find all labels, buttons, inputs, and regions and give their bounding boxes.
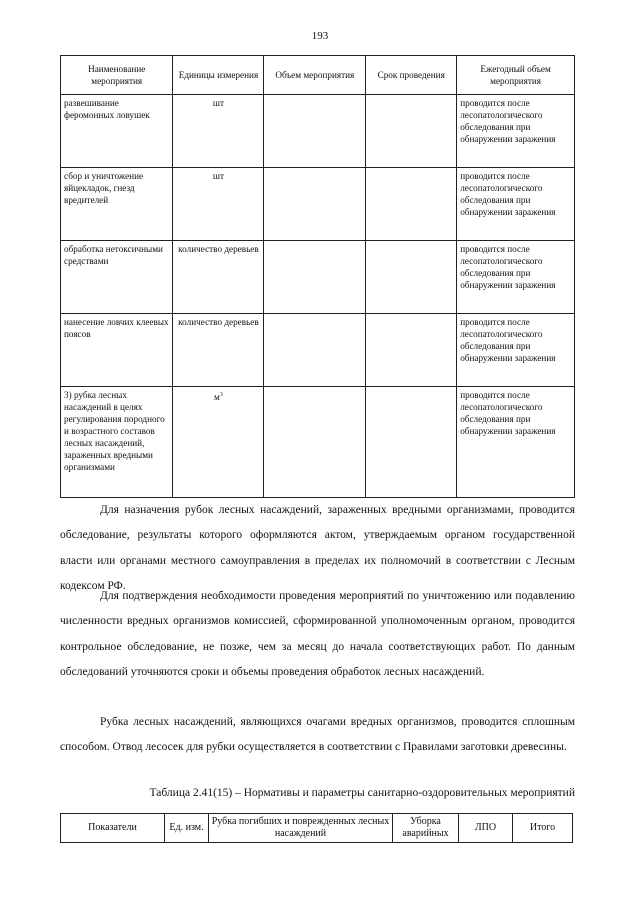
cell-volume: [264, 387, 366, 498]
cell-annual: проводится после лесопатологического обследования при обнаружении заражения: [457, 168, 575, 241]
cell-unit: шт: [173, 95, 264, 168]
cell-name: развешивание феромонных ловушек: [61, 95, 173, 168]
header-lpo: ЛПО: [459, 814, 513, 843]
cell-unit: количество деревьев: [173, 314, 264, 387]
page-number: 193: [311, 30, 329, 42]
header-name: Наименование мероприятия: [61, 56, 173, 95]
cell-unit: количество деревьев: [173, 241, 264, 314]
cell-annual: проводится после лесопатологического обследования при обнаружении заражения: [457, 241, 575, 314]
header-total: Итого: [513, 814, 573, 843]
cell-term: [366, 168, 457, 241]
table2-caption: Таблица 2.41(15) – Нормативы и параметры санитарно-оздоровительных мероприятий: [149, 787, 575, 799]
header-felling: Рубка погибших и поврежденных лесных насаждений: [209, 814, 393, 843]
cell-annual: проводится после лесопатологического обследования при обнаружении заражения: [457, 314, 575, 387]
paragraph-inspection: Для назначения рубок лесных насаждений, зараженных вредными организмами, проводится обследование, результаты которого оформляются актом, утверждаемым органом государственной власти или органами местного самоуправления в пределах их полномочий в соответствии с Лесным кодексом РФ.: [60, 504, 575, 592]
paragraph-control: Для подтверждения необходимости проведения мероприятий по уничтожению или подавлению численности вредных организмов комиссией, сформированной уполномоченным органом, проводится контрольное обследование, не позже, чем за месяц до начала соответствующих работ. По данным обследований уточняются сроки и объемы проведения обработок лесных насаждений.: [60, 590, 575, 678]
measures-table: [60, 55, 575, 498]
header-volume: Объем мероприятия: [264, 56, 366, 95]
paragraph-felling: Рубка лесных насаждений, являющихся очагами вредных организмов, проводится сплошным способом. Отвод лесосек для рубки осуществляется в соответствии с Правилами заготовки древесины.: [60, 716, 575, 754]
cell-term: [366, 314, 457, 387]
cell-name: 3) рубка лесных насаждений в целях регулирования породного и возрастного составов лесных насаждений, зараженных вредными организмами: [61, 387, 173, 498]
cell-unit: [173, 387, 264, 498]
header-indicators: Показатели: [61, 814, 165, 843]
cell-term: [366, 95, 457, 168]
cell-name: обработка нетоксичными средствами: [61, 241, 173, 314]
unit-superscript: 3: [219, 392, 223, 398]
cell-annual: проводится после лесопатологического обследования при обнаружении заражения: [457, 387, 575, 498]
cell-volume: [264, 314, 366, 387]
unit-text: м: [214, 392, 220, 403]
header-annual: Ежегодный объем мероприятия: [457, 56, 575, 95]
cell-volume: [264, 95, 366, 168]
cell-name: сбор и уничтожение яйцекладок, гнезд вредителей: [61, 168, 173, 241]
header-unit: Ед. изм.: [165, 814, 209, 843]
header-emergency: Уборка аварийных: [393, 814, 459, 843]
cell-volume: [264, 241, 366, 314]
table-row: [61, 241, 575, 314]
header-unit: Единицы измерения: [173, 56, 264, 95]
cell-term: [366, 241, 457, 314]
table-row: [61, 314, 575, 387]
table-row: [61, 95, 575, 168]
table-header-row: [61, 56, 575, 95]
cell-annual: проводится после лесопатологического обследования при обнаружении заражения: [457, 95, 575, 168]
table2-header-row: [61, 814, 573, 843]
table-row: [61, 387, 575, 498]
cell-name: нанесение ловчих клеевых поясов: [61, 314, 173, 387]
header-term: Срок проведения: [366, 56, 457, 95]
norms-table: [60, 813, 573, 843]
table-row: [61, 168, 575, 241]
cell-term: [366, 387, 457, 498]
cell-volume: [264, 168, 366, 241]
cell-unit: шт: [173, 168, 264, 241]
